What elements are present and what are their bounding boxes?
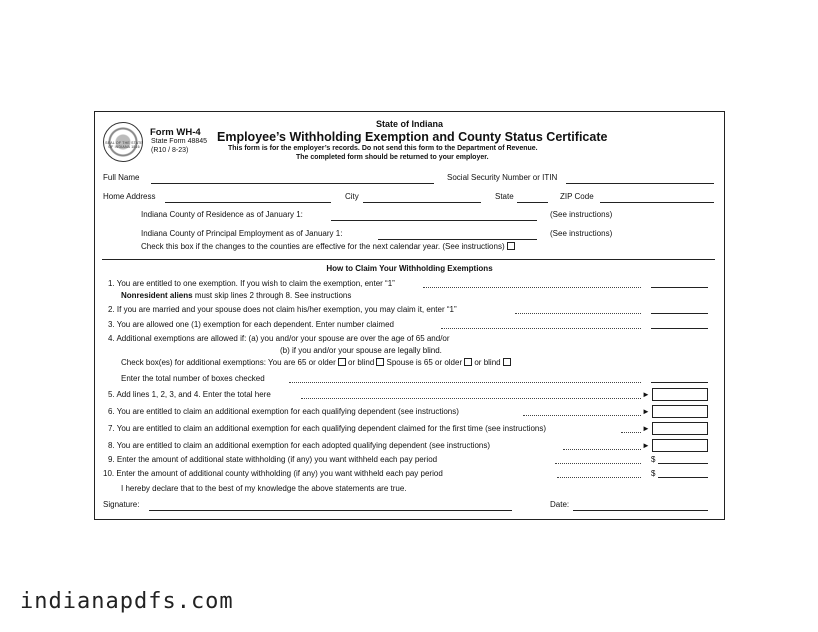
state-label: State xyxy=(495,192,514,201)
city-label: City xyxy=(345,192,359,201)
line-7-arrow-icon: ► xyxy=(642,424,650,433)
line-1-leader xyxy=(423,287,641,288)
you-blind-label: or blind xyxy=(348,358,375,367)
line-4-b: (b) if you and/or your spouse are legally blind. xyxy=(280,346,442,355)
line-7-label: 7. You are entitled to claim an additional exemption for each qualifying dependent claimed for the first time (see instructions) xyxy=(108,424,547,433)
line-2-field[interactable] xyxy=(651,313,708,314)
line-6-box[interactable] xyxy=(652,405,708,418)
line-6-arrow-icon: ► xyxy=(642,407,650,416)
next-year-check-label: Check this box if the changes to the counties are effective for the next calendar year. (See instructions) xyxy=(141,242,505,251)
county-residence-field[interactable] xyxy=(331,220,537,221)
county-residence-instructions: (See instructions) xyxy=(550,210,613,219)
line-4-total-label: Enter the total number of boxes checked xyxy=(121,374,265,383)
line-1-note: must skip lines 2 through 8. See instructions xyxy=(194,291,352,300)
nonresident-aliens: Nonresident aliens xyxy=(121,291,193,300)
line-7-box[interactable] xyxy=(652,422,708,435)
line-4-check-label: Check box(es) for additional exemptions: You are 65 or older xyxy=(121,358,336,367)
line-5-leader xyxy=(301,398,641,399)
zip-label: ZIP Code xyxy=(560,192,594,201)
form-revision: (R10 / 8-23) xyxy=(151,147,189,154)
declaration: I hereby declare that to the best of my knowledge the above statements are true. xyxy=(121,484,407,493)
signature-label: Signature: xyxy=(103,500,140,509)
line-6-label: 6. You are entitled to claim an additional exemption for each qualifying dependent (see instructions) xyxy=(108,407,459,416)
line-10-dollar: $ xyxy=(651,469,656,478)
home-address-field[interactable] xyxy=(165,202,331,203)
line-3-field[interactable] xyxy=(651,328,708,329)
line-3-leader xyxy=(441,328,641,329)
line-8-label: 8. You are entitled to claim an additional exemption for each adopted qualifying dependent (see instructions) xyxy=(108,441,491,450)
section-title: How to Claim Your Withholding Exemptions xyxy=(326,264,493,273)
date-field[interactable] xyxy=(573,510,708,511)
county-employment-instructions: (See instructions) xyxy=(550,229,613,238)
signature-field[interactable] xyxy=(149,510,512,511)
line-10-field[interactable] xyxy=(658,477,708,478)
form-note-records: This form is for the employer’s records. Do not send this form to the Department of Revenue. xyxy=(228,145,538,152)
line-4-field[interactable] xyxy=(651,382,708,383)
spouse-blind-checkbox[interactable] xyxy=(503,358,511,366)
line-2-label: 2. If you are married and your spouse does not claim his/her exemption, you may claim it, enter “1” xyxy=(108,305,457,314)
city-field[interactable] xyxy=(363,202,481,203)
county-employment-label: Indiana County of Principal Employment as of January 1: xyxy=(141,229,343,238)
ssn-label: Social Security Number or ITIN xyxy=(447,173,558,182)
line-8-leader xyxy=(563,449,641,450)
state-form-number: State Form 48845 xyxy=(151,138,208,145)
county-employment-field[interactable] xyxy=(378,239,537,240)
county-residence-label: Indiana County of Residence as of January 1: xyxy=(141,210,303,219)
line-5-label: 5. Add lines 1, 2, 3, and 4. Enter the total here xyxy=(108,390,271,399)
form-note-return: The completed form should be returned to your employer. xyxy=(296,154,489,161)
spouse-65-checkbox[interactable] xyxy=(464,358,472,366)
line-5-arrow-icon: ► xyxy=(642,390,650,399)
seal-text: SEAL OF THE STATE OF INDIANA 1816 xyxy=(105,141,143,149)
line-9-leader xyxy=(555,463,641,464)
full-name-field[interactable] xyxy=(151,183,434,184)
state-field[interactable] xyxy=(517,202,548,203)
state-heading: State of Indiana xyxy=(375,119,443,129)
line-9-field[interactable] xyxy=(658,463,708,464)
line-3-label: 3. You are allowed one (1) exemption for each dependent. Enter number claimed xyxy=(108,320,394,329)
line-8-arrow-icon: ► xyxy=(642,441,650,450)
line-5-box[interactable] xyxy=(652,388,708,401)
form-name: Form WH-4 xyxy=(150,127,201,138)
line-9-label: 9. Enter the amount of additional state withholding (if any) you want withheld each pay period xyxy=(108,455,438,464)
form-title: Employee’s Withholding Exemption and County Status Certificate xyxy=(217,130,608,144)
line-2-leader xyxy=(515,313,641,314)
full-name-label: Full Name xyxy=(103,173,140,182)
line-10-leader xyxy=(557,477,641,478)
line-4-leader xyxy=(289,382,641,383)
line-10-label: 10. Enter the amount of additional county withholding (if any) you want withheld each pay period xyxy=(103,469,443,478)
section-divider xyxy=(102,259,715,260)
you-blind-checkbox[interactable] xyxy=(376,358,384,366)
line-4-label: 4. Additional exemptions are allowed if: (a) you and/or your spouse are over the age of 65 and/or xyxy=(108,334,450,343)
line-6-leader xyxy=(523,415,641,416)
watermark: indianapdfs.com xyxy=(20,589,234,614)
spouse-65-label: Spouse is 65 or older xyxy=(386,358,463,367)
spouse-blind-label: or blind xyxy=(474,358,501,367)
date-label: Date: xyxy=(550,500,570,509)
line-8-box[interactable] xyxy=(652,439,708,452)
home-address-label: Home Address xyxy=(103,192,156,201)
zip-field[interactable] xyxy=(600,202,714,203)
line-1-label: 1. You are entitled to one exemption. If you wish to claim the exemption, enter “1” xyxy=(108,279,395,288)
you-65-checkbox[interactable] xyxy=(338,358,346,366)
wh4-form xyxy=(94,111,725,520)
line-7-leader xyxy=(621,432,641,433)
ssn-field[interactable] xyxy=(566,183,714,184)
line-1-field[interactable] xyxy=(651,287,708,288)
next-year-checkbox[interactable] xyxy=(507,242,515,250)
line-9-dollar: $ xyxy=(651,455,656,464)
